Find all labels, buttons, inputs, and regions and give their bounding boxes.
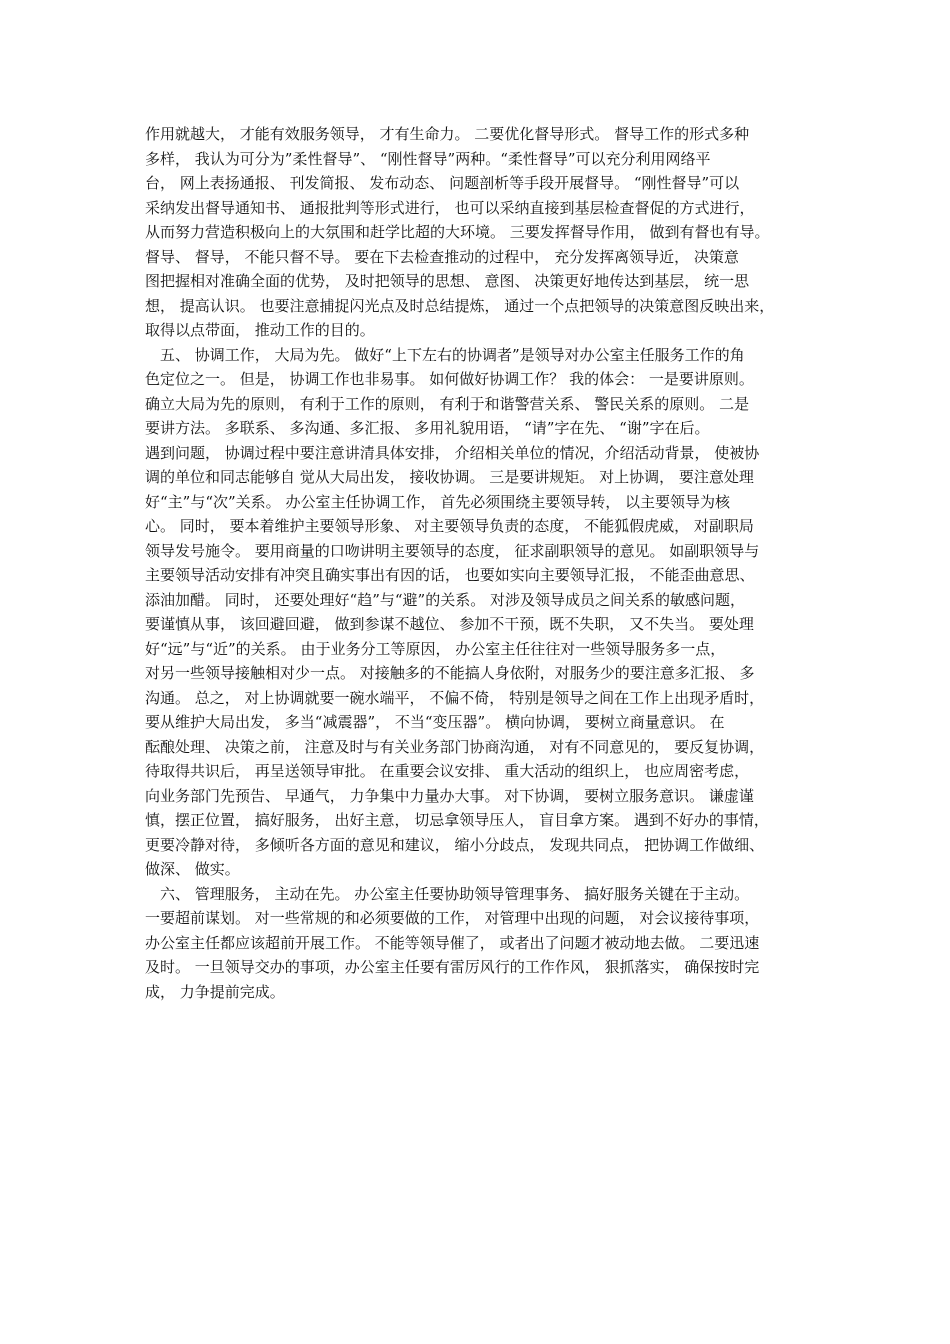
text-line: 要谨慎从事， 该回避回避， 做到参谋不越位、 参加不干预，既不失职， 又不失当。 要处理 — [145, 615, 754, 633]
text-line: 沟通。 总之， 对上协调就要一碗水端平， 不偏不倚， 特别是领导之间在工作上出现矛盾时， — [145, 688, 765, 707]
text-line: 要讲方法。 多联系、 多沟通、多汇报、 多用礼貌用语， “请”字在先、 “谢”字在后。 — [145, 419, 710, 437]
text-line: 酝酿处理、 决策之前， 注意及时与有关业务部门协商沟通， 对有不同意见的， 要反复协调， — [145, 737, 765, 756]
text-line: 六、 管理服务， 主动在先。 办公室主任要协助领导管理事务、 搞好服务关键在于主动。 — [145, 884, 750, 903]
text-line: 好“主”与“次”关系。 办公室主任协调工作， 首先必须围绕主要领导转， 以主要领导为核 — [145, 492, 730, 511]
text-line: 采纳发出督导通知书、 通报批判等形式进行， 也可以采纳直接到基层检查督促的方式进行， — [145, 198, 755, 217]
text-line: 更要冷静对待， 多倾听各方面的意见和建议， 缩小分歧点， 发现共同点， 把协调工作做细、 — [145, 835, 765, 854]
text-line: 想， 提高认识。 也要注意捕捉闪光点及时总结提炼， 通过一个点把领导的决策意图反映出来， — [145, 296, 775, 315]
text-line: 办公室主任都应该超前开展工作。 不能等领导催了， 或者出了问题才被动地去做。 二要迅速 — [145, 933, 760, 952]
text-line: 对另一些领导接触相对少一点。 对接触多的不能搞人身依附，对服务少的要注意多汇报、 多 — [145, 664, 755, 682]
text-line: 向业务部门先预告、 早通气， 力争集中力量办大事。 对下协调， 要树立服务意识。 谦虚谨 — [145, 786, 754, 805]
text-line: 取得以点带面， 推动工作的目的。 — [145, 321, 375, 339]
text-line: 督导、 督导， 不能只督不导。 要在下去检查推动的过程中， 充分发挥离领导近， 决策意 — [145, 247, 739, 266]
text-line: 确立大局为先的原则， 有利于工作的原则， 有利于和谐警营关系、 警民关系的原则。 二是 — [145, 394, 750, 413]
text-line: 台， 网上表扬通报、 刊发简报、 发布动态、 问题剖析等手段开展督导。 “刚性督导”可以 — [145, 174, 740, 192]
text-line: 多样， 我认为可分为”柔性督导”、 “刚性督导”两种。“柔性督导”可以充分利用网络平 — [145, 149, 711, 168]
text-line: 好“远”与“近”的关系。 由于业务分工等原因， 办公室主任往往对一些领导服务多一点， — [145, 639, 726, 658]
text-line: 心。 同时， 要本着维护主要领导形象、 对主要领导负责的态度， 不能狐假虎威， 对副职局 — [145, 517, 754, 535]
text-line: 慎，摆正位置， 搞好服务， 出好主意， 切忌拿领导压人， 盲目拿方案。 遇到不好办的事情， — [145, 811, 769, 829]
text-line: 及时。 一旦领导交办的事项，办公室主任要有雷厉风行的工作作风， 狠抓落实， 确保按时完 — [145, 958, 760, 976]
text-line: 待取得共识后， 再呈送领导审批。 在重要会议安排、 重大活动的组织上， 也应周密考虑， — [145, 762, 750, 780]
text-line: 领导发号施令。 要用商量的口吻讲明主要领导的态度， 征求副职领导的意见。 如副职领导与 — [145, 541, 760, 560]
text-line: 一要超前谋划。 对一些常规的和必须要做的工作， 对管理中出现的问题， 对会议接待事项， — [145, 909, 760, 927]
text-line: 主要领导活动安排有冲突且确实事出有因的话， 也要如实向主要领导汇报， 不能歪曲意思、 — [145, 566, 755, 584]
body-text — [145, 122, 813, 1004]
text-line: 添油加醋。 同时， 还要处理好“趋”与“避”的关系。 对涉及领导成员之间关系的敏感问题， — [145, 590, 745, 609]
text-line: 遇到问题， 协调过程中要注意讲清具体安排， 介绍相关单位的情况，介绍活动背景， 使被协 — [145, 443, 760, 462]
text-line: 从而努力营造积极向上的大氛围和赶学比超的大环境。 三要发挥督导作用， 做到有督也有导。 — [145, 223, 770, 241]
text-line: 做深、 做实。 — [145, 860, 240, 878]
text-line: 作用就越大， 才能有效服务领导， 才有生命力。 二要优化督导形式。 督导工作的形式多种 — [145, 125, 750, 143]
text-line: 调的单位和同志能够自 觉从大局出发， 接收协调。 三是要讲规矩。 对上协调， 要注意处理 — [145, 468, 754, 486]
text-line: 色定位之一。 但是， 协调工作也非易事。 如何做好协调工作？ 我的体会： 一是要讲原则。 — [145, 370, 754, 388]
text-line: 成， 力争提前完成。 — [145, 982, 285, 1001]
text-line: 五、 协调工作， 大局为先。 做好“上下左右的协调者”是领导对办公室主任服务工作的角 — [145, 345, 745, 364]
text-line: 要从维护大局出发， 多当“减震器”， 不当“变压器”。 横向协调， 要树立商量意识。 在 — [145, 713, 725, 731]
text-line: 图把握相对准确全面的优势， 及时把领导的思想、 意图、 决策更好地传达到基层， 统一思 — [145, 272, 750, 290]
